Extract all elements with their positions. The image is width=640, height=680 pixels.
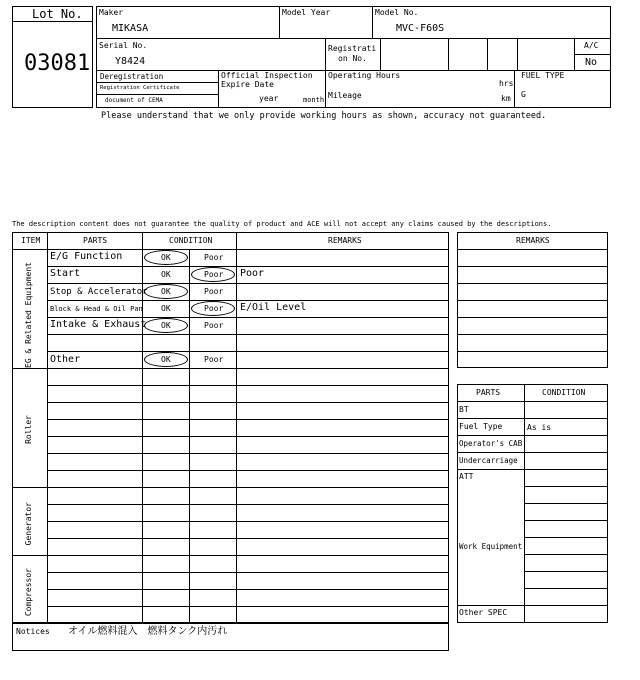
- row-bt: BT: [459, 405, 469, 414]
- lot-label: Lot No.: [32, 7, 83, 21]
- poor-option: Poor: [204, 355, 224, 364]
- right-parts-header: PARTS: [476, 388, 501, 397]
- remark-block-head: E/Oil Level: [240, 302, 307, 313]
- cema-label: document of CEMA: [105, 97, 163, 104]
- remark-start: Poor: [240, 268, 265, 279]
- section-compressor: Compressor: [24, 568, 33, 617]
- fuel-type-label: FUEL TYPE: [521, 71, 565, 80]
- row-other-spec: Other SPEC: [459, 608, 508, 617]
- row-operators-cab: Operator's CAB: [459, 439, 523, 448]
- row-att: ATT: [459, 472, 474, 481]
- registration-label-1: Registrati: [328, 44, 377, 53]
- mileage-label: Mileage: [328, 91, 362, 100]
- serial-label: Serial No.: [99, 41, 148, 50]
- hours-notice: Please understand that we only provide working hours as shown, accuracy not guaranteed.: [101, 111, 547, 121]
- row-fuel-type-condition: As is: [527, 423, 552, 432]
- section-roller: Roller: [24, 415, 33, 444]
- serial-value: Y8424: [115, 56, 146, 67]
- poor-option: Poor: [204, 304, 224, 313]
- row-undercarriage: Undercarriage: [459, 456, 518, 465]
- model-no-value: MVC-F60S: [396, 23, 445, 34]
- deregistration-label: Deregistration: [100, 72, 164, 81]
- poor-option: Poor: [204, 287, 224, 296]
- maker-label: Maker: [99, 8, 124, 17]
- section-eg: EG & Related Equipment: [24, 262, 33, 368]
- inspection-label-1: Official Inspection: [221, 71, 313, 80]
- poor-option: Poor: [204, 253, 224, 262]
- hrs-label: hrs: [499, 79, 514, 88]
- model-no-label: Model No.: [375, 8, 419, 17]
- registration-label-2: on No.: [338, 54, 367, 63]
- fuel-type-value: G: [521, 90, 526, 99]
- notices-value: オイル燃料混入 燃料タンク内汚れ: [68, 626, 228, 637]
- poor-option: Poor: [204, 270, 224, 279]
- model-year-label: Model Year: [282, 8, 331, 17]
- poor-option: Poor: [204, 321, 224, 330]
- ok-option: OK: [161, 304, 171, 313]
- part-eg-function: E/G Function: [50, 251, 123, 262]
- parts-header: PARTS: [83, 236, 108, 245]
- remarks-header: REMARKS: [328, 236, 362, 245]
- ac-value: No: [585, 57, 598, 68]
- part-other: Other: [50, 354, 81, 365]
- right-condition-header: CONDITION: [542, 388, 586, 397]
- ok-option: OK: [161, 253, 171, 262]
- row-work-equipment: Work Equipment: [459, 542, 523, 551]
- operating-hours-label: Operating Hours: [328, 71, 401, 80]
- part-intake-exhaust: Intake & Exhaust: [50, 319, 147, 330]
- registration-certificate-label: Registration Certificate: [100, 85, 180, 91]
- part-block-head-oil-pan: Block & Head & Oil Pan: [50, 305, 143, 313]
- lot-number: 03081: [24, 51, 91, 76]
- notices-label: Notices: [16, 627, 50, 636]
- part-stop-accelerator: Stop & Accelerator: [50, 287, 148, 297]
- inspection-label-2: Expire Date: [221, 80, 274, 89]
- km-label: km: [501, 94, 511, 103]
- disclaimer: The description content does not guarantee the quality of product and ACE will not accept any claims caused by the descriptions.: [12, 220, 552, 228]
- condition-header: CONDITION: [169, 236, 213, 245]
- item-header: ITEM: [21, 236, 41, 245]
- maker-value: MIKASA: [112, 23, 149, 34]
- month-label: month: [303, 96, 325, 104]
- row-fuel-type: Fuel Type: [459, 422, 503, 431]
- ok-option: OK: [161, 287, 171, 296]
- part-start: Start: [50, 268, 81, 279]
- right-remarks-header: REMARKS: [516, 236, 550, 245]
- section-generator: Generator: [24, 502, 33, 546]
- ok-option: OK: [161, 270, 171, 279]
- ok-option: OK: [161, 321, 171, 330]
- year-label: year: [259, 94, 279, 103]
- ac-label: A/C: [584, 41, 599, 50]
- ok-option: OK: [161, 355, 171, 364]
